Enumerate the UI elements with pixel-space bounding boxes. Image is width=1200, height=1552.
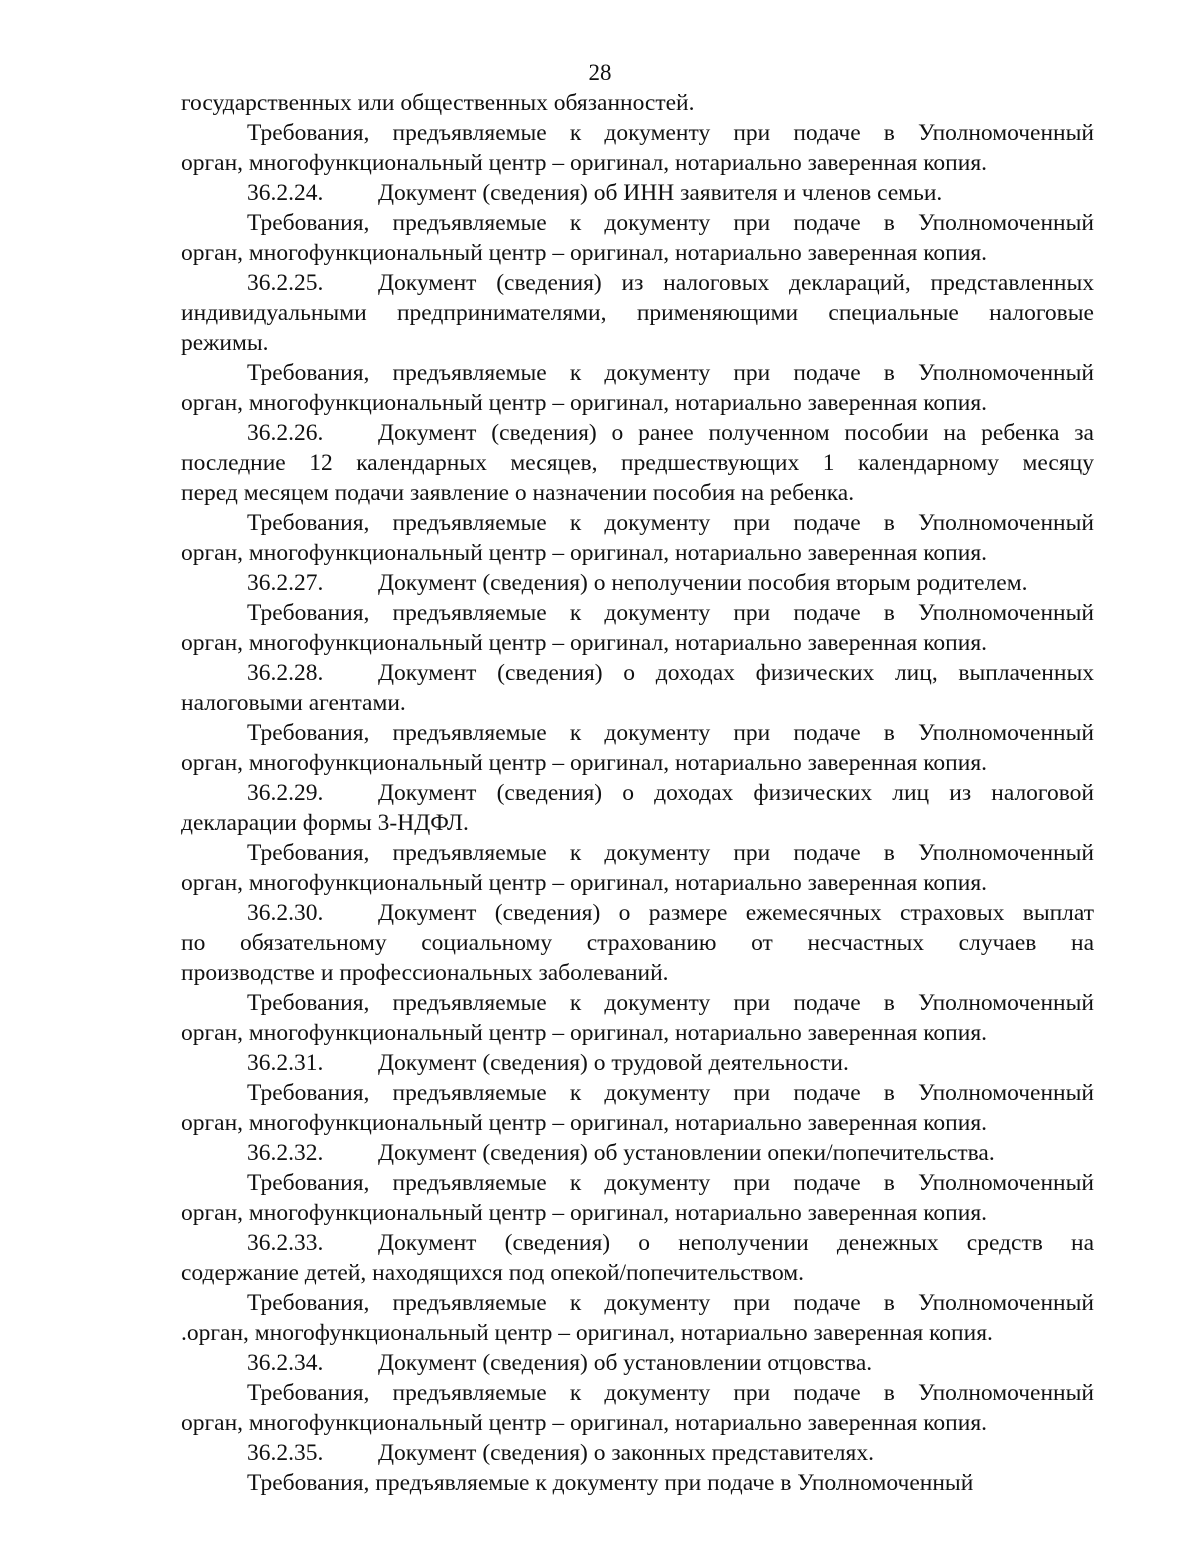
line-text: орган, многофункциональный центр – оригинал, нотариально заверенная копия.	[181, 540, 987, 566]
numbered-item	[181, 658, 1094, 718]
text-line	[181, 88, 1094, 118]
text-line	[181, 1198, 1094, 1228]
line-text: Документ (сведения) из налоговых деклараций, представленных	[378, 270, 1094, 296]
text-line	[181, 238, 1094, 268]
line-text: Требования, предъявляемые к документу при подаче в Уполномоченный	[247, 720, 1094, 746]
text-line	[181, 658, 1094, 688]
line-text: содержание детей, находящихся под опекой/попечительством.	[181, 1260, 805, 1286]
item-number: 36.2.25.	[247, 270, 324, 296]
text-line	[181, 358, 1094, 388]
line-text: Требования, предъявляемые к документу при подаче в Уполномоченный	[247, 360, 1094, 386]
item-number: 36.2.33.	[247, 1230, 324, 1256]
line-text: Требования, предъявляемые к документу при подаче в Уполномоченный	[247, 1380, 1094, 1406]
text-line	[181, 298, 1094, 328]
line-text: производстве и профессиональных заболеваний.	[181, 960, 669, 986]
requirements-paragraph	[181, 118, 1094, 178]
text-line	[181, 1018, 1094, 1048]
line-text: Документ (сведения) об установлении опеки/попечительства.	[378, 1140, 995, 1166]
page-number: 28	[588, 60, 612, 85]
line-text: налоговыми агентами.	[181, 690, 406, 716]
line-text: орган, многофункциональный центр – оригинал, нотариально заверенная копия.	[181, 390, 987, 416]
requirements-paragraph	[181, 508, 1094, 568]
line-text: Требования, предъявляемые к документу при подаче в Уполномоченный	[247, 840, 1094, 866]
text-line	[181, 598, 1094, 628]
line-text: Документ (сведения) о неполучении пособия вторым родителем.	[378, 570, 1028, 596]
line-text: Документ (сведения) о трудовой деятельности.	[378, 1050, 849, 1076]
text-line	[181, 178, 1094, 208]
line-text: декларации формы 3-НДФЛ.	[181, 810, 469, 836]
text-line	[181, 778, 1094, 808]
line-text: Требования, предъявляемые к документу при подаче в Уполномоченный	[247, 210, 1094, 236]
body-text	[181, 88, 1094, 1498]
item-number: 36.2.24.	[247, 180, 324, 206]
text-line	[181, 1168, 1094, 1198]
text-line	[181, 448, 1094, 478]
line-text: Требования, предъявляемые к документу при подаче в Уполномоченный	[247, 1290, 1094, 1316]
numbered-item	[181, 178, 1094, 208]
line-text: .орган, многофункциональный центр – оригинал, нотариально заверенная копия.	[181, 1320, 993, 1346]
line-text: орган, многофункциональный центр – оригинал, нотариально заверенная копия.	[181, 1200, 987, 1226]
line-text: Документ (сведения) о доходах физических лиц, выплаченных	[378, 660, 1094, 686]
line-text: Документ (сведения) об ИНН заявителя и членов семьи.	[378, 180, 943, 206]
line-text: Документ (сведения) о ранее полученном пособии на ребенка за	[378, 420, 1094, 446]
line-text: Документ (сведения) о законных представителях.	[378, 1440, 874, 1466]
numbered-item	[181, 268, 1094, 358]
line-text: Требования, предъявляемые к документу при подаче в Уполномоченный	[247, 990, 1094, 1016]
line-text: Документ (сведения) о неполучении денежных средств на	[378, 1230, 1094, 1256]
text-line	[181, 418, 1094, 448]
line-text: орган, многофункциональный центр – оригинал, нотариально заверенная копия.	[181, 1410, 987, 1436]
text-line	[181, 898, 1094, 928]
item-number: 36.2.35.	[247, 1440, 324, 1466]
item-number: 36.2.27.	[247, 570, 324, 596]
text-line	[181, 718, 1094, 748]
line-text: режимы.	[181, 330, 269, 356]
paragraph	[181, 88, 1094, 118]
text-line	[181, 958, 1094, 988]
text-line	[181, 148, 1094, 178]
item-number: 36.2.31.	[247, 1050, 324, 1076]
requirements-paragraph	[181, 988, 1094, 1048]
requirements-paragraph	[181, 1378, 1094, 1438]
item-number: 36.2.30.	[247, 900, 324, 926]
line-text: Требования, предъявляемые к документу при подаче в Уполномоченный	[247, 1470, 974, 1496]
text-line	[181, 1468, 1094, 1498]
line-text: орган, многофункциональный центр – оригинал, нотариально заверенная копия.	[181, 630, 987, 656]
line-text: орган, многофункциональный центр – оригинал, нотариально заверенная копия.	[181, 1020, 987, 1046]
text-line	[181, 1258, 1094, 1288]
line-text: орган, многофункциональный центр – оригинал, нотариально заверенная копия.	[181, 150, 987, 176]
text-line	[181, 838, 1094, 868]
text-line	[181, 928, 1094, 958]
line-text: перед месяцем подачи заявление о назначении пособия на ребенка.	[181, 480, 855, 506]
text-line	[181, 1318, 1094, 1348]
item-number: 36.2.26.	[247, 420, 324, 446]
text-line	[181, 1228, 1094, 1258]
requirements-paragraph	[181, 1288, 1094, 1348]
text-line	[181, 628, 1094, 658]
numbered-item	[181, 898, 1094, 988]
text-line	[181, 538, 1094, 568]
line-text: Документ (сведения) о доходах физических лиц из налоговой	[378, 780, 1094, 806]
text-line	[181, 1138, 1094, 1168]
text-line	[181, 508, 1094, 538]
requirements-paragraph	[181, 718, 1094, 778]
line-text: индивидуальными предпринимателями, применяющими специальные налоговые	[181, 300, 1094, 326]
text-line	[181, 1348, 1094, 1378]
line-text: Документ (сведения) об установлении отцовства.	[378, 1350, 873, 1376]
line-text: Документ (сведения) о размере ежемесячных страховых выплат	[378, 900, 1094, 926]
numbered-item	[181, 1438, 1094, 1468]
text-line	[181, 118, 1094, 148]
text-line	[181, 988, 1094, 1018]
text-line	[181, 1378, 1094, 1408]
line-text: орган, многофункциональный центр – оригинал, нотариально заверенная копия.	[181, 870, 987, 896]
text-line	[181, 208, 1094, 238]
text-line	[181, 1408, 1094, 1438]
text-line	[181, 1108, 1094, 1138]
numbered-item	[181, 1048, 1094, 1078]
item-number: 36.2.34.	[247, 1350, 324, 1376]
text-line	[181, 748, 1094, 778]
line-text: последние 12 календарных месяцев, предшествующих 1 календарному месяцу	[181, 450, 1094, 476]
line-text: по обязательному социальному страхованию от несчастных случаев на	[181, 930, 1094, 956]
text-line	[181, 268, 1094, 298]
text-line	[181, 328, 1094, 358]
text-line	[181, 388, 1094, 418]
text-line	[181, 1048, 1094, 1078]
line-text: Требования, предъявляемые к документу при подаче в Уполномоченный	[247, 510, 1094, 536]
text-line	[181, 1438, 1094, 1468]
line-text: Требования, предъявляемые к документу при подаче в Уполномоченный	[247, 1080, 1094, 1106]
requirements-paragraph	[181, 358, 1094, 418]
item-number: 36.2.28.	[247, 660, 324, 686]
text-line	[181, 478, 1094, 508]
text-line	[181, 808, 1094, 838]
line-text: государственных или общественных обязанностей.	[181, 90, 695, 116]
line-text: Требования, предъявляемые к документу при подаче в Уполномоченный	[247, 120, 1094, 146]
text-line	[181, 868, 1094, 898]
requirements-paragraph	[181, 1078, 1094, 1138]
requirements-paragraph	[181, 838, 1094, 898]
text-line	[181, 568, 1094, 598]
text-line	[181, 688, 1094, 718]
line-text: Требования, предъявляемые к документу при подаче в Уполномоченный	[247, 1170, 1094, 1196]
item-number: 36.2.32.	[247, 1140, 324, 1166]
requirements-paragraph	[181, 1168, 1094, 1228]
numbered-item	[181, 1348, 1094, 1378]
line-text: Требования, предъявляемые к документу при подаче в Уполномоченный	[247, 600, 1094, 626]
numbered-item	[181, 418, 1094, 508]
line-text: орган, многофункциональный центр – оригинал, нотариально заверенная копия.	[181, 240, 987, 266]
line-text: орган, многофункциональный центр – оригинал, нотариально заверенная копия.	[181, 750, 987, 776]
numbered-item	[181, 1138, 1094, 1168]
text-line	[181, 1078, 1094, 1108]
numbered-item	[181, 1228, 1094, 1288]
requirements-paragraph	[181, 208, 1094, 268]
item-number: 36.2.29.	[247, 780, 324, 806]
numbered-item	[181, 778, 1094, 838]
requirements-paragraph	[181, 598, 1094, 658]
requirements-paragraph	[181, 1468, 1094, 1498]
numbered-item	[181, 568, 1094, 598]
line-text: орган, многофункциональный центр – оригинал, нотариально заверенная копия.	[181, 1110, 987, 1136]
text-line	[181, 1288, 1094, 1318]
